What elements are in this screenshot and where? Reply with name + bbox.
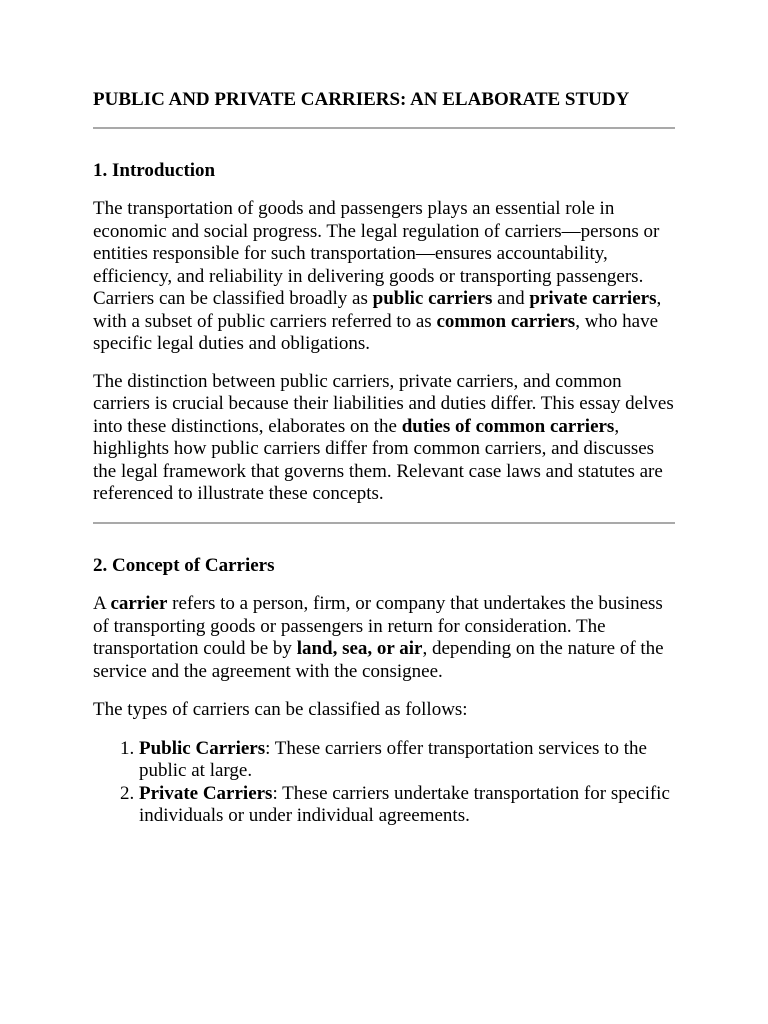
concept-heading: 2. Concept of Carriers <box>93 554 275 576</box>
text-run: , highlights how public carriers differ from common carriers, and discusses the legal framework that governs them. Relevant case laws and statutes are referenced to illustrate these concepts. <box>93 415 663 504</box>
text-run: refers to a person, firm, or company that undertakes the business of transporting goods or passengers in return for consideration. The transportation could be by <box>93 593 663 659</box>
list-item-description: : These carriers offer transportation services to the public at large. <box>139 737 647 781</box>
section-divider <box>93 522 675 524</box>
concept-paragraph-2: The types of carriers can be classified as follows: <box>93 699 468 720</box>
text-run: A <box>93 593 111 614</box>
list-item <box>139 738 675 783</box>
carrier-types-list <box>93 738 675 828</box>
bold-term: land, sea, or air <box>296 638 423 659</box>
bold-term: public carriers <box>372 288 493 309</box>
text-run: and <box>492 288 530 309</box>
bold-term: duties of common carriers <box>401 415 615 437</box>
document-title: PUBLIC AND PRIVATE CARRIERS: AN ELABORATE STUDY <box>93 89 630 110</box>
list-item-description: : These carriers undertake transportation for specific individuals or under individual agreements. <box>139 782 670 826</box>
concept-paragraph-1 <box>93 593 675 683</box>
bold-term: common carriers <box>436 310 576 332</box>
intro-paragraph-2 <box>93 371 675 506</box>
text-run: , who have specific legal duties and obligations. <box>93 310 659 354</box>
text-run: , with a subset of public carriers referred to as <box>93 288 662 332</box>
text-run: , depending on the nature of the service and the agreement with the consignee. <box>93 638 664 682</box>
bold-term: carrier <box>110 593 168 614</box>
list-item <box>139 783 675 828</box>
intro-heading: 1. Introduction <box>93 159 216 181</box>
list-item-term: Private Carriers <box>139 782 273 804</box>
list-item-term: Public Carriers <box>139 737 266 759</box>
intro-paragraph-1 <box>93 198 675 356</box>
text-run: The distinction between public carriers, private carriers, and common carriers is crucial because their liabilities and duties differ. This essay delves into these distinctions, elaborates on the <box>93 370 674 437</box>
section-divider <box>93 127 675 129</box>
bold-term: private carriers <box>529 288 657 309</box>
text-run: The transportation of goods and passengers plays an essential role in economic and social progress. The legal regulation of carriers—persons or entities responsible for such transportation—ensures accountability, efficiency, and reliability in delivering goods or transporting passengers. Carriers can be classified broadly as <box>93 198 660 309</box>
